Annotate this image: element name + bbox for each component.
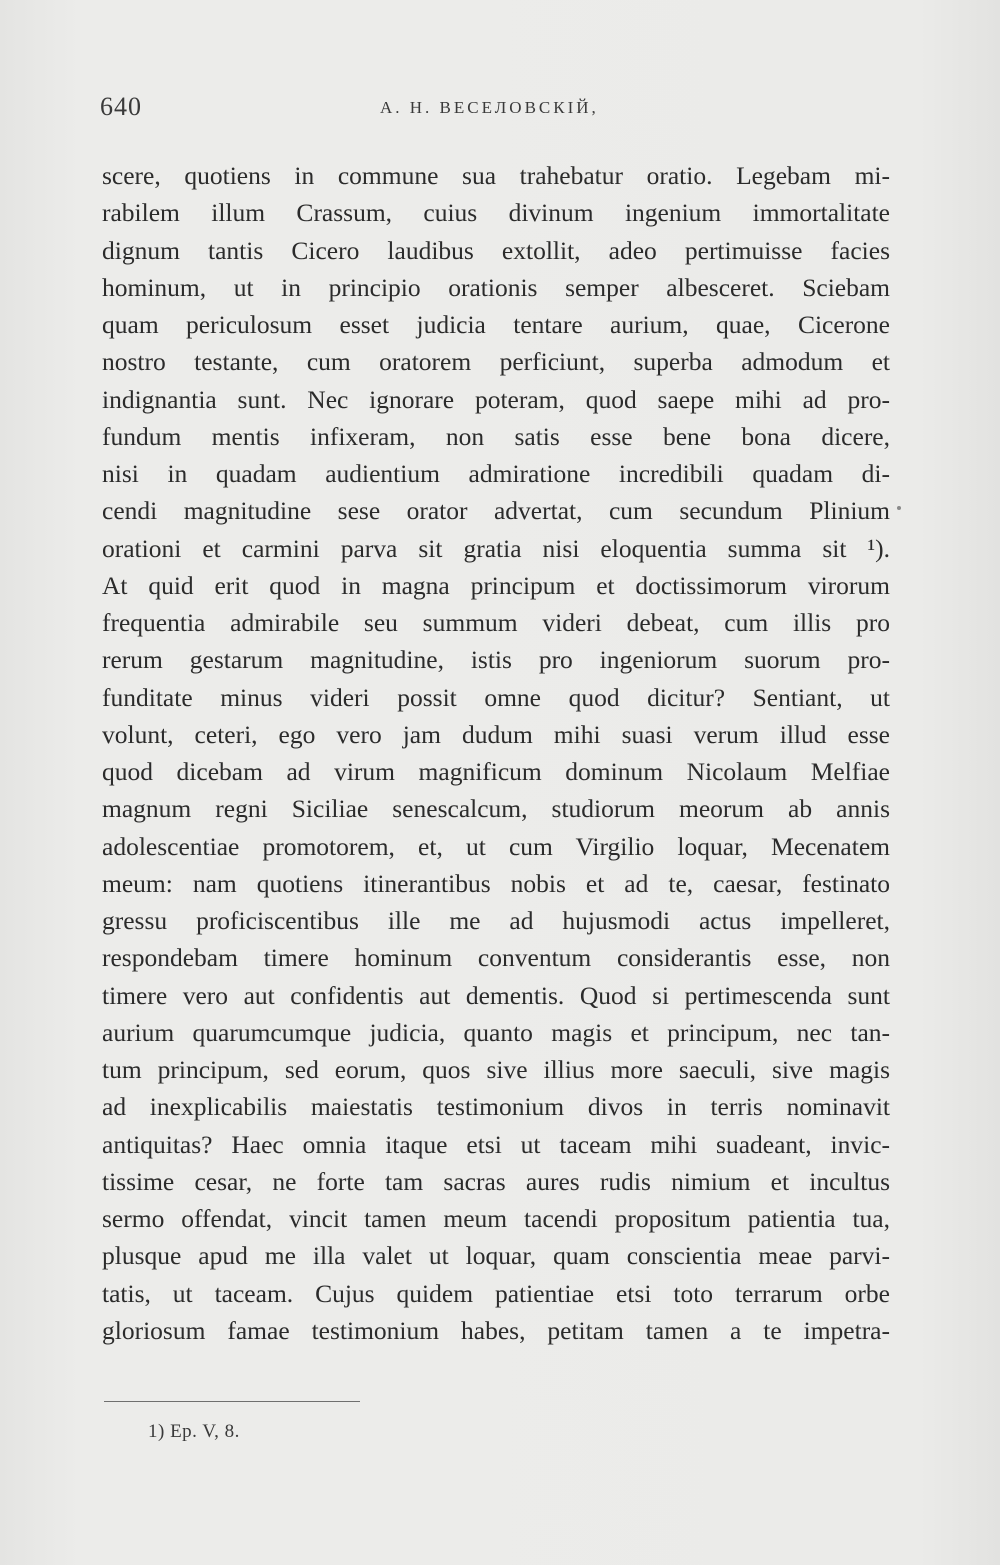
running-title: А. Н. ВЕСЕЛОВСКІЙ, <box>380 98 599 117</box>
text-line: volunt, ceteri, ego vero jam dudum mihi suasi verum illud esse <box>102 719 890 749</box>
text-line: gressu proficiscentibus ille me ad hujusmodi actus impelleret, <box>102 906 890 935</box>
footnote-divider <box>104 1401 360 1402</box>
text-line: aurium quarumcumque judicia, quanto magis et principum, nec tan- <box>102 1017 890 1047</box>
text-line: tissime cesar, ne forte tam sacras aures rudis nimium et incultus <box>102 1166 890 1196</box>
text-line: cendi magnitudine sese orator advertat, cum secundum Plinium <box>102 496 890 526</box>
text-line: indignantia sunt. Nec ignorare poteram, quod saepe mihi ad pro- <box>102 384 890 414</box>
text-line: dignum tantis Cicero laudibus extollit, adeo pertimuisse facies <box>102 235 890 265</box>
print-speck <box>897 506 901 510</box>
text-line: scere, quotiens in commune sua trahebatur oratio. Legebam mi- <box>102 161 890 190</box>
text-line: plusque apud me illa valet ut loquar, quam conscientia meae parvi- <box>102 1241 890 1271</box>
text-line: funditate minus videri possit omne quod dicitur? Sentiant, ut <box>102 682 890 712</box>
text-line: rabilem illum Crassum, cuius divinum ingenium immortalitate <box>102 198 890 228</box>
text-line: quam periculosum esset judicia tentare aurium, quae, Cicerone <box>102 310 890 339</box>
text-line: nostro testante, cum oratorem perficiunt, superba admodum et <box>102 347 890 377</box>
text-line: fundum mentis infixeram, non satis esse bene bona dicere, <box>102 421 890 451</box>
text-line: magnum regni Siciliae senescalcum, studiorum meorum ab annis <box>102 794 890 824</box>
text-line: At quid erit quod in magna principum et doctissimorum virorum <box>102 570 890 600</box>
text-line: tatis, ut taceam. Cujus quidem patientiae etsi toto terrarum orbe <box>102 1278 890 1308</box>
text-line: frequentia admirabile seu summum videri debeat, cum illis pro <box>102 608 890 637</box>
text-line: sermo offendat, vincit tamen meum tacendi propositum patientia tua, <box>102 1204 890 1233</box>
text-line: quod dicebam ad virum magnificum dominum Nicolaum Melfiae <box>102 757 890 786</box>
text-line: orationi et carmini parva sit gratia nisi eloquentia summa sit ¹). <box>102 533 890 563</box>
text-line: rerum gestarum magnitudine, istis pro ingeniorum suorum pro- <box>102 645 890 675</box>
text-line: hominum, ut in principio orationis semper albesceret. Sciebam <box>102 272 890 302</box>
text-line: nisi in quadam audientium admiratione incredibili quadam di- <box>102 459 890 488</box>
text-line: meum: nam quotiens itinerantibus nobis et ad te, caesar, festinato <box>102 868 890 898</box>
text-line: timere vero aut confidentis aut dementis. Quod si pertimescenda sunt <box>102 980 890 1010</box>
text-line: gloriosum famae testimonium habes, petitam tamen a te impetra- <box>102 1315 890 1345</box>
text-line: antiquitas? Haec omnia itaque etsi ut taceam mihi suadeant, invic- <box>102 1129 890 1159</box>
text-line: tum principum, sed eorum, quos sive illius more saeculi, sive magis <box>102 1055 890 1084</box>
text-line: respondebam timere hominum conventum considerantis esse, non <box>102 943 890 973</box>
text-line: ad inexplicabilis maiestatis testimonium divos in terris nominavit <box>102 1092 890 1122</box>
running-head <box>100 92 890 128</box>
text-line: adolescentiae promotorem, et, ut cum Virgilio loquar, Mecenatem <box>102 831 890 861</box>
footnote: 1) Ep. V, 8. <box>148 1421 240 1442</box>
page-number: 640 <box>100 92 142 121</box>
body-text <box>102 157 890 1349</box>
